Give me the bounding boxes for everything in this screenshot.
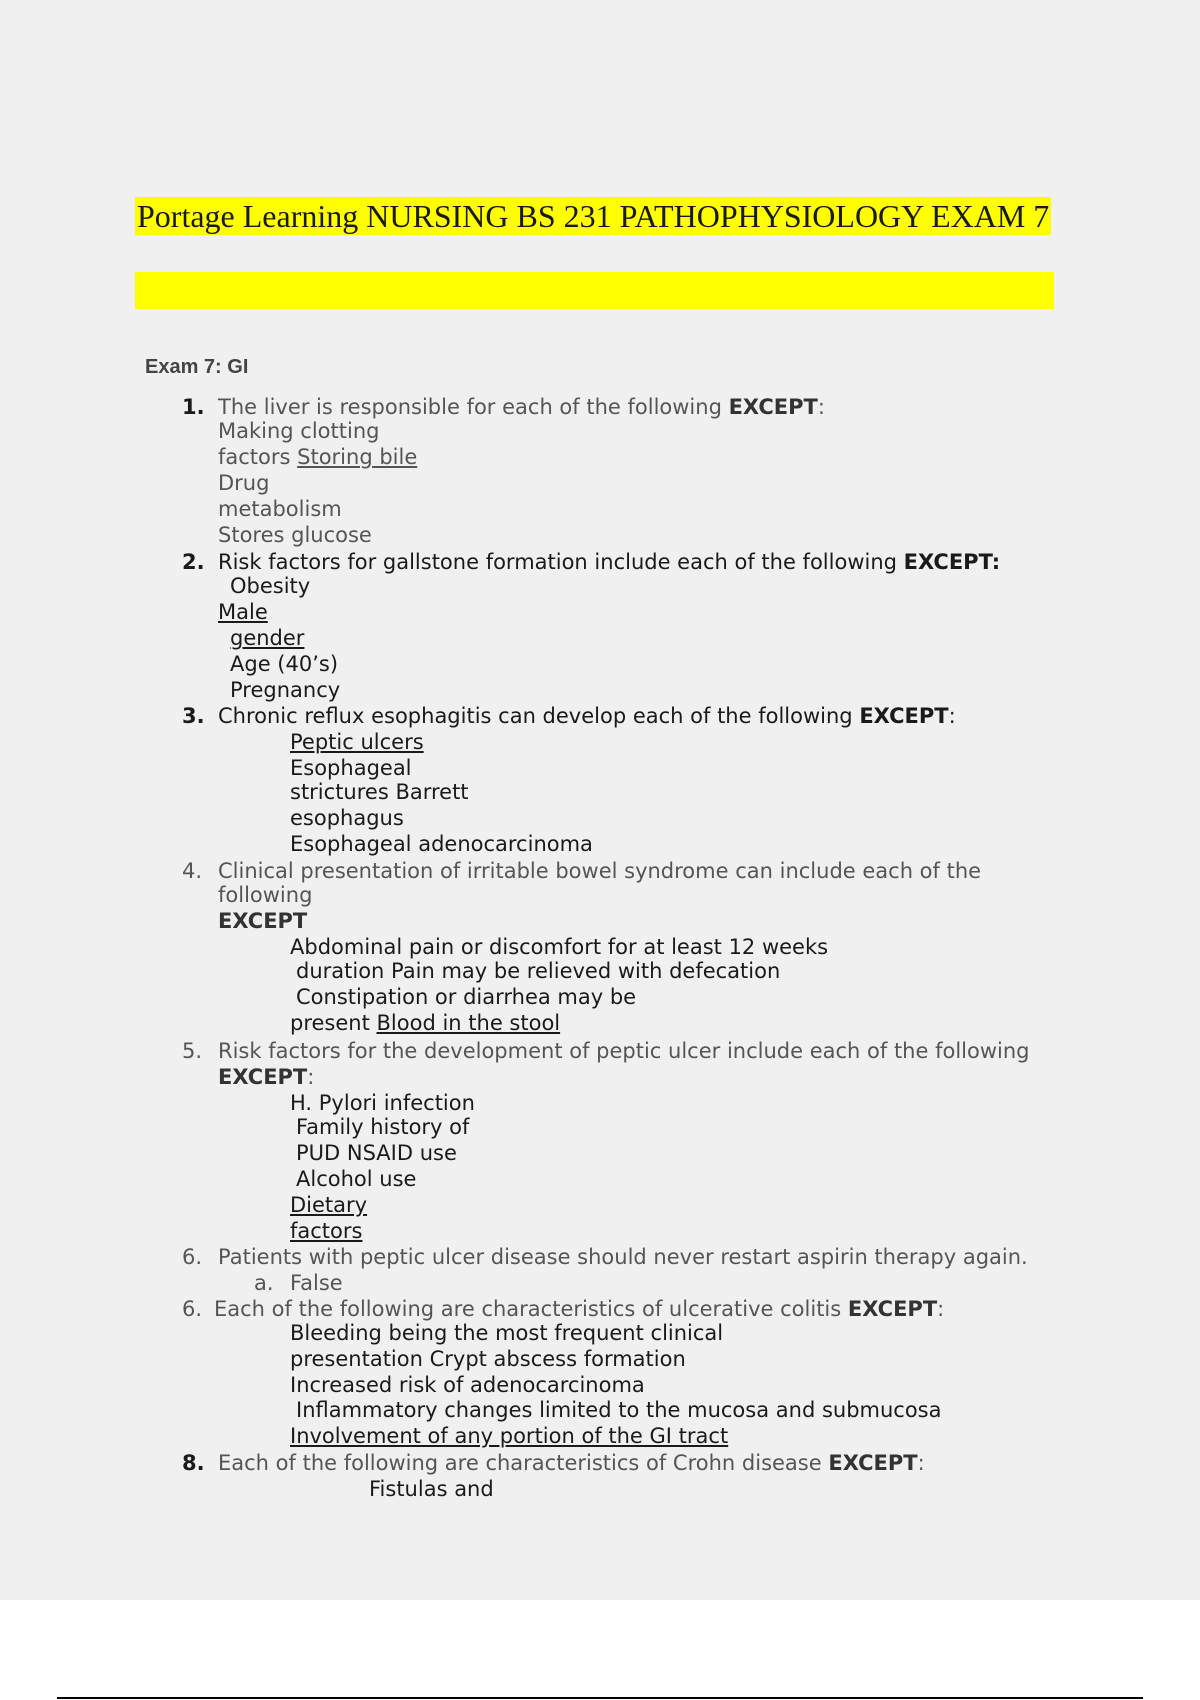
answer-line: factors bbox=[218, 445, 298, 469]
answer-line: Age (40’s) bbox=[230, 652, 339, 676]
answer-line bbox=[290, 1010, 560, 1036]
answer-line: Abdominal pain or discomfort for at least 12 weeks bbox=[290, 935, 829, 959]
except-label-line bbox=[218, 1064, 314, 1090]
question-prompt: Risk factors for gallstone formation include each of the following bbox=[218, 550, 904, 574]
correct-answer: gender bbox=[230, 626, 305, 650]
question-suffix: : bbox=[817, 395, 825, 419]
correct-answer: Involvement of any portion of the GI tract bbox=[290, 1424, 729, 1448]
question-6 bbox=[182, 1244, 202, 1270]
question-text: Clinical presentation of irritable bowel syndrome can include each of the bbox=[218, 859, 982, 883]
answer-line: Esophageal adenocarcinoma bbox=[290, 832, 593, 856]
answer-line: Fistulas and bbox=[369, 1477, 494, 1501]
except-label: EXCEPT bbox=[728, 395, 818, 419]
question-4 bbox=[182, 858, 202, 884]
except-label: EXCEPT bbox=[859, 704, 949, 728]
question-number: 5. bbox=[182, 1039, 203, 1063]
answer-line: Bleeding being the most frequent clinical bbox=[290, 1321, 724, 1345]
question-text: Patients with peptic ulcer disease should never restart aspirin therapy again. bbox=[218, 1245, 1028, 1269]
correct-answer: Blood in the stool bbox=[376, 1011, 561, 1035]
sub-answer-text: False bbox=[290, 1271, 343, 1295]
question-suffix: : bbox=[917, 1451, 925, 1475]
question-3 bbox=[182, 703, 205, 729]
answer-line: esophagus bbox=[290, 806, 404, 830]
answer-line: Stores glucose bbox=[218, 523, 372, 547]
except-label: EXCEPT bbox=[218, 909, 308, 933]
question-number: 3. bbox=[182, 704, 205, 728]
except-label: EXCEPT: bbox=[903, 550, 1001, 574]
question-text-continued: following bbox=[218, 883, 313, 907]
correct-answer: Peptic ulcers bbox=[290, 730, 424, 754]
answer-line: present bbox=[290, 1011, 377, 1035]
correct-answer: Dietary bbox=[290, 1193, 368, 1217]
question-5 bbox=[182, 1038, 202, 1064]
highlight-bar bbox=[135, 272, 1054, 309]
section-heading: Exam 7: GI bbox=[145, 356, 249, 378]
answer-line: strictures Barrett bbox=[290, 780, 469, 804]
question-text bbox=[218, 394, 825, 420]
correct-answer: Storing bile bbox=[297, 445, 418, 469]
correct-answer: Male bbox=[218, 600, 268, 624]
question-suffix: : bbox=[937, 1297, 945, 1321]
question-number: 2. bbox=[182, 550, 205, 574]
question-7 bbox=[182, 1296, 202, 1322]
question-text bbox=[218, 703, 956, 729]
question-suffix: : bbox=[948, 704, 956, 728]
question-prompt: Each of the following are characteristics of Crohn disease bbox=[218, 1451, 829, 1475]
sub-answer-label: a. bbox=[254, 1271, 274, 1295]
question-number: 6. bbox=[182, 1245, 203, 1269]
answer-line: presentation Crypt abscess formation bbox=[290, 1347, 686, 1371]
question-text bbox=[214, 1296, 944, 1322]
answer-line bbox=[218, 444, 417, 470]
question-2 bbox=[182, 549, 205, 575]
except-label: EXCEPT bbox=[847, 1297, 938, 1321]
answer-line: Esophageal bbox=[290, 756, 412, 780]
answer-line: metabolism bbox=[218, 497, 342, 521]
answer-line: Obesity bbox=[230, 574, 311, 598]
document-title: Portage Learning NURSING BS 231 PATHOPHYSIOLOGY EXAM 7 bbox=[137, 198, 1050, 234]
question-8 bbox=[182, 1450, 205, 1476]
answer-line: Alcohol use bbox=[296, 1167, 417, 1191]
answer-line: Making clotting bbox=[218, 419, 380, 443]
correct-answer: factors bbox=[290, 1219, 363, 1243]
answer-line: Drug bbox=[218, 471, 270, 495]
question-prompt: Each of the following are characteristics of ulcerative colitis bbox=[214, 1297, 848, 1321]
question-text bbox=[218, 1450, 925, 1476]
question-1 bbox=[182, 394, 205, 420]
answer-line: duration Pain may be relieved with defecation bbox=[296, 959, 781, 983]
footer-divider bbox=[57, 1697, 1143, 1699]
answer-line: Inflammatory changes limited to the mucosa and submucosa bbox=[296, 1398, 942, 1422]
answer-line: Pregnancy bbox=[230, 678, 341, 702]
answer-line: Increased risk of adenocarcinoma bbox=[290, 1373, 645, 1397]
question-prompt: Chronic reflux esophagitis can develop each of the following bbox=[218, 704, 860, 728]
except-label: EXCEPT bbox=[828, 1451, 918, 1475]
question-number: 8. bbox=[182, 1451, 205, 1475]
answer-line: Constipation or diarrhea may be bbox=[296, 985, 637, 1009]
question-number: 1. bbox=[182, 395, 205, 419]
answer-line: H. Pylori infection bbox=[290, 1091, 475, 1115]
question-text bbox=[218, 549, 1000, 575]
question-text: Risk factors for the development of peptic ulcer include each of the following bbox=[218, 1039, 1030, 1063]
question-number: 4. bbox=[182, 859, 203, 883]
answer-line: PUD NSAID use bbox=[296, 1141, 457, 1165]
question-number: 6. bbox=[182, 1297, 203, 1321]
except-label: EXCEPT bbox=[218, 1065, 308, 1089]
question-suffix: : bbox=[307, 1065, 315, 1089]
answer-line: Family history of bbox=[296, 1115, 470, 1139]
question-prompt: The liver is responsible for each of the following bbox=[218, 395, 729, 419]
